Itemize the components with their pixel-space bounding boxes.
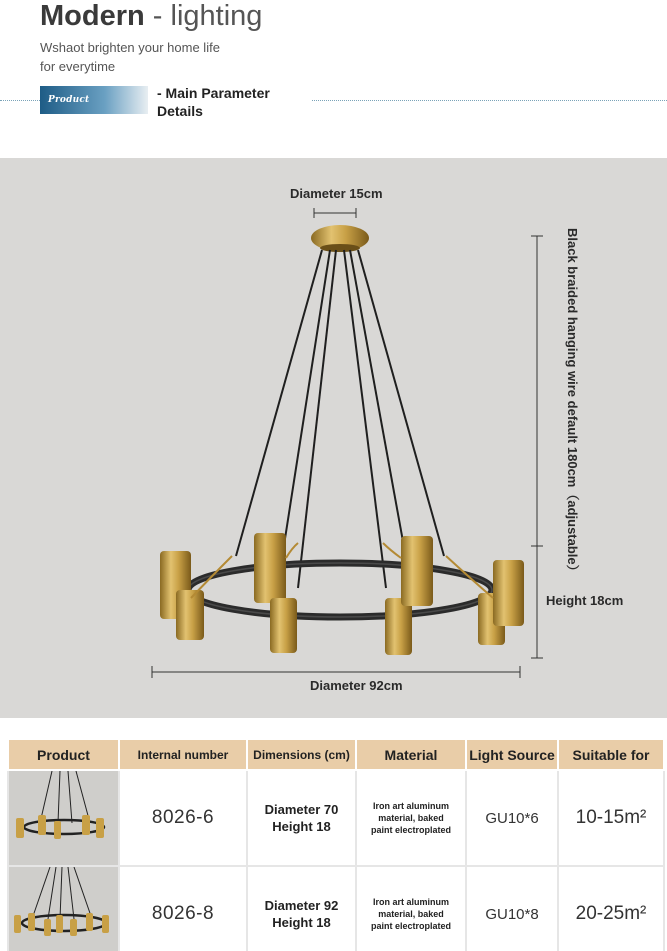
subtitle (40, 38, 220, 76)
header-dimensions: Dimensions (cm) (247, 739, 356, 770)
title-bold: Modern (40, 0, 145, 32)
dimensions-line-1: Diameter 70 (264, 802, 339, 817)
section-heading-line-1: - Main Parameter (157, 85, 270, 101)
light-source-cell: GU10*6 (466, 770, 558, 866)
product-thumbnail-image (10, 867, 117, 951)
dimensions-line-2: Height 18 (272, 819, 331, 834)
internal-number-cell: 8026-6 (119, 770, 247, 866)
dimensions-line-1: Diameter 92 (264, 898, 339, 913)
header (0, 0, 667, 158)
internal-number-cell: 8026-8 (119, 866, 247, 951)
top-diameter-dimension-line (314, 208, 356, 218)
suitable-for-cell: 10-15m² (558, 770, 664, 866)
table-row (8, 770, 664, 866)
subtitle-line-1: Wshaot brighten your home life (40, 40, 220, 55)
header-material: Material (356, 739, 466, 770)
top-diameter-label: Diameter 15cm (290, 186, 383, 201)
header-suitable-for: Suitable for (558, 739, 664, 770)
wire-length-dimension-line (531, 236, 543, 658)
subtitle-line-2: for everytime (40, 59, 116, 74)
product-dimension-diagram (0, 158, 667, 718)
title-light: lighting (170, 0, 263, 32)
bottom-diameter-label: Diameter 92cm (310, 678, 403, 693)
bottom-diameter-dimension-line (152, 666, 520, 678)
material-cell (356, 770, 466, 866)
table-row (8, 866, 664, 951)
dimensions-cell (247, 770, 356, 866)
header-light-source: Light Source (466, 739, 558, 770)
product-thumbnail (8, 770, 119, 866)
material-line-3: paint electroplated (370, 921, 451, 931)
product-information-badge: Product information (40, 86, 148, 114)
material-line-1: Iron art aluminum (372, 897, 449, 907)
header-internal-number: Internal number (119, 739, 247, 770)
material-cell (356, 866, 466, 951)
section-heading (157, 84, 270, 120)
material-line-3: paint electroplated (370, 825, 451, 835)
material-line-2: material, baked (378, 813, 444, 823)
dotted-divider-left (0, 100, 40, 101)
wire-length-label: Black braided hanging wire default 180cm（adjustable） (565, 228, 580, 578)
spec-table (7, 738, 663, 948)
page-title (40, 0, 262, 32)
suitable-for-cell: 20-25m² (558, 866, 664, 951)
section-heading-line-2: Details (157, 103, 203, 119)
dimensions-cell (247, 866, 356, 951)
title-separator: - (144, 0, 171, 32)
dotted-divider-right (312, 100, 667, 101)
header-product: Product (8, 739, 119, 770)
product-thumbnail (8, 866, 119, 951)
material-line-1: Iron art aluminum (372, 801, 449, 811)
cylinder-lamps (160, 533, 524, 655)
height-label: Height 18cm (546, 593, 624, 608)
light-source-cell: GU10*8 (466, 866, 558, 951)
product-thumbnail-image (10, 771, 117, 860)
table-header-row (8, 739, 664, 770)
material-line-2: material, baked (378, 909, 444, 919)
dimensions-line-2: Height 18 (272, 915, 331, 930)
